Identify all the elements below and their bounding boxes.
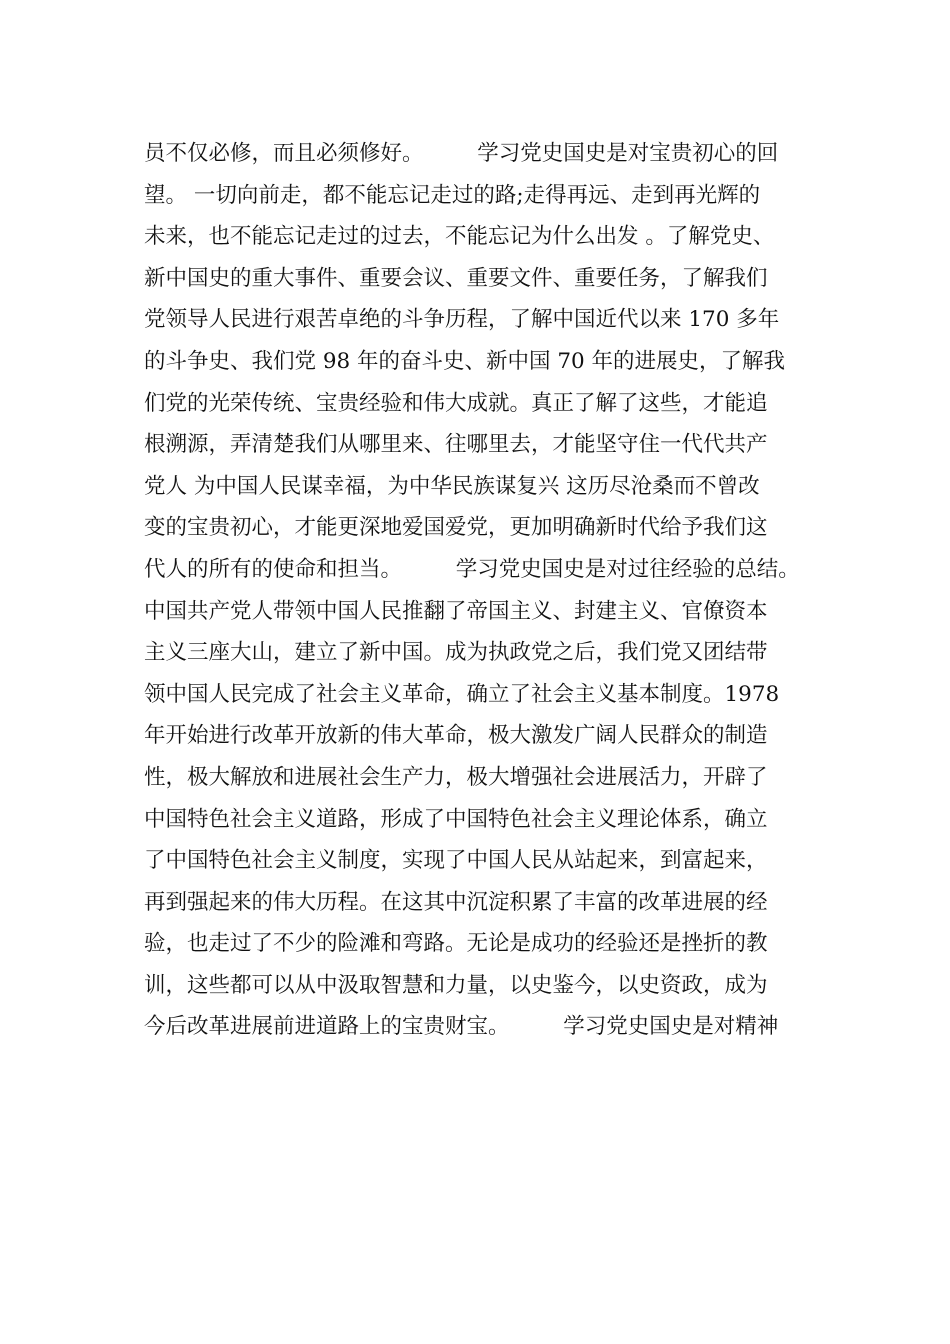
text-line: 年开始进行改革开放新的伟大革命，极大激发广阔人民群众的制造 [144, 723, 768, 749]
text-line: 今后改革进展前进道路上的宝贵财宝。 学习党史国史是对精神 [144, 1014, 779, 1040]
text-line: 验，也走过了不少的险滩和弯路。无论是成功的经验还是挫折的教 [144, 931, 768, 957]
text-line: 根溯源，弄清楚我们从哪里来、往哪里去，才能坚守住一代代共产 [144, 432, 768, 458]
body-text [144, 133, 834, 1048]
text-line: 党人 为中国人民谋幸福，为中华民族谋复兴 这历尽沧桑而不曾改 [144, 473, 760, 499]
text-line: 主义三座大山，建立了新中国。成为执政党之后，我们党又团结带 [144, 640, 768, 666]
text-line: 们党的光荣传统、宝贵经验和伟大成就。真正了解了这些，才能追 [144, 390, 768, 416]
text-line: 中国共产党人带领中国人民推翻了帝国主义、封建主义、官僚资本 [144, 598, 768, 624]
text-line: 领中国人民完成了社会主义革命，确立了社会主义基本制度。1978 [144, 681, 780, 707]
text-line: 未来，也不能忘记走过的过去，不能忘记为什么出发 。了解党史、 [144, 224, 775, 250]
text-line: 变的宝贵初心，才能更深地爱国爱党，更加明确新时代给予我们这 [144, 515, 768, 541]
text-line: 了中国特色社会主义制度，实现了中国人民从站起来，到富起来， [144, 848, 768, 874]
text-line: 再到强起来的伟大历程。在这其中沉淀积累了丰富的改革进展的经 [144, 889, 768, 915]
text-line: 代人的所有的使命和担当。 学习党史国史是对过往经验的总结。 [144, 556, 800, 582]
text-line: 性，极大解放和进展社会生产力，极大增强社会进展活力，开辟了 [144, 764, 768, 790]
text-line: 中国特色社会主义道路，形成了中国特色社会主义理论体系，确立 [144, 806, 768, 832]
text-line: 员不仅必修，而且必须修好。 学习党史国史是对宝贵初心的回 [144, 141, 779, 166]
text-line: 望。 一切向前走，都不能忘记走过的路;走得再远、走到再光辉的 [144, 182, 761, 208]
text-line: 新中国史的重大事件、重要会议、重要文件、重要任务，了解我们 [144, 265, 768, 291]
text-line: 训，这些都可以从中汲取智慧和力量，以史鉴今，以史资政，成为 [144, 972, 768, 998]
text-line: 的斗争史、我们党 98 年的奋斗史、新中国 70 年的进展史，了解我 [144, 348, 786, 374]
text-line: 党领导人民进行艰苦卓绝的斗争历程，了解中国近代以来 170 多年 [144, 307, 780, 333]
